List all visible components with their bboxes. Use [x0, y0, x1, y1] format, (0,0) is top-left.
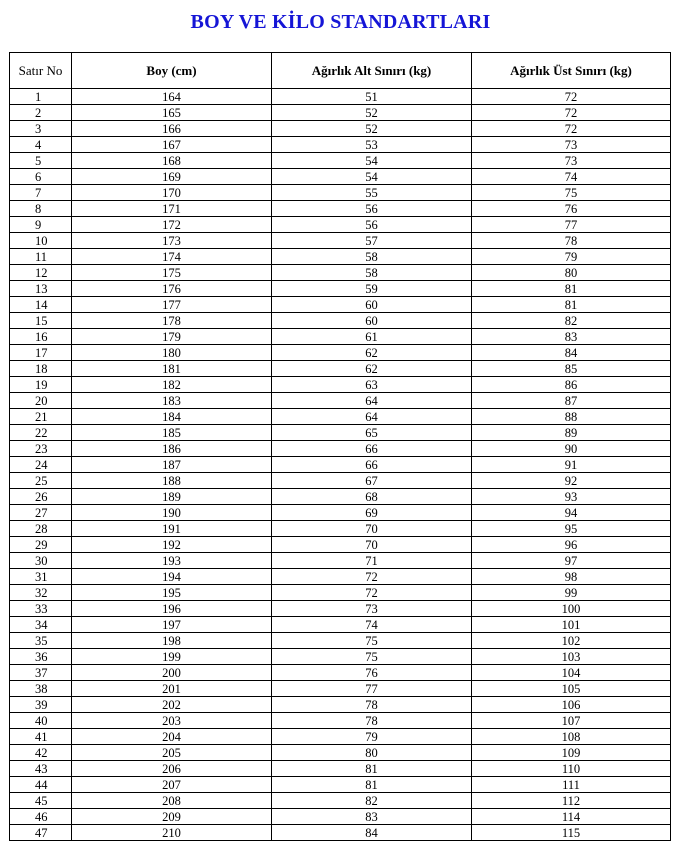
row-no-cell: 6 — [10, 169, 72, 185]
height-cell: 190 — [72, 505, 272, 521]
table-row — [10, 329, 671, 345]
table-row — [10, 377, 671, 393]
weight-min-cell: 74 — [272, 617, 472, 633]
weight-max-cell: 89 — [472, 425, 671, 441]
row-no-cell: 10 — [10, 233, 72, 249]
weight-max-cell: 98 — [472, 569, 671, 585]
weight-max-cell: 112 — [472, 793, 671, 809]
table-row — [10, 313, 671, 329]
weight-min-cell: 79 — [272, 729, 472, 745]
weight-max-cell: 75 — [472, 185, 671, 201]
page-title: BOY VE KİLO STANDARTLARI — [190, 11, 491, 33]
row-no-cell: 44 — [10, 777, 72, 793]
height-cell: 185 — [72, 425, 272, 441]
weight-max-cell: 92 — [472, 473, 671, 489]
weight-max-cell: 85 — [472, 361, 671, 377]
height-cell: 209 — [72, 809, 272, 825]
row-no-cell: 8 — [10, 201, 72, 217]
weight-max-cell: 115 — [472, 825, 671, 841]
row-no-cell: 43 — [10, 761, 72, 777]
height-cell: 194 — [72, 569, 272, 585]
weight-min-cell: 52 — [272, 121, 472, 137]
row-no-cell: 27 — [10, 505, 72, 521]
weight-min-cell: 75 — [272, 633, 472, 649]
table-row — [10, 745, 671, 761]
table-row — [10, 265, 671, 281]
row-no-cell: 24 — [10, 457, 72, 473]
height-cell: 165 — [72, 105, 272, 121]
height-cell: 207 — [72, 777, 272, 793]
height-cell: 167 — [72, 137, 272, 153]
weight-min-cell: 58 — [272, 249, 472, 265]
height-cell: 210 — [72, 825, 272, 841]
table-row — [10, 169, 671, 185]
table-row — [10, 201, 671, 217]
height-cell: 176 — [72, 281, 272, 297]
weight-max-cell: 100 — [472, 601, 671, 617]
table-body — [10, 89, 671, 841]
table-row — [10, 681, 671, 697]
height-cell: 170 — [72, 185, 272, 201]
height-cell: 196 — [72, 601, 272, 617]
row-no-cell: 12 — [10, 265, 72, 281]
weight-min-cell: 54 — [272, 169, 472, 185]
weight-min-cell: 62 — [272, 345, 472, 361]
table-row — [10, 473, 671, 489]
table-row — [10, 153, 671, 169]
weight-min-cell: 75 — [272, 649, 472, 665]
weight-max-cell: 103 — [472, 649, 671, 665]
weight-max-cell: 74 — [472, 169, 671, 185]
table-row — [10, 281, 671, 297]
weight-max-cell: 81 — [472, 297, 671, 313]
weight-min-cell: 68 — [272, 489, 472, 505]
row-no-cell: 21 — [10, 409, 72, 425]
weight-min-cell: 64 — [272, 393, 472, 409]
weight-min-cell: 81 — [272, 777, 472, 793]
weight-max-cell: 101 — [472, 617, 671, 633]
weight-min-cell: 66 — [272, 457, 472, 473]
row-no-cell: 33 — [10, 601, 72, 617]
weight-max-cell: 73 — [472, 137, 671, 153]
row-no-cell: 46 — [10, 809, 72, 825]
height-cell: 206 — [72, 761, 272, 777]
height-cell: 203 — [72, 713, 272, 729]
table-row — [10, 537, 671, 553]
row-no-cell: 20 — [10, 393, 72, 409]
height-cell: 205 — [72, 745, 272, 761]
row-no-cell: 19 — [10, 377, 72, 393]
table-row — [10, 521, 671, 537]
row-no-cell: 22 — [10, 425, 72, 441]
weight-min-cell: 55 — [272, 185, 472, 201]
height-cell: 187 — [72, 457, 272, 473]
weight-max-cell: 106 — [472, 697, 671, 713]
row-no-cell: 5 — [10, 153, 72, 169]
height-cell: 178 — [72, 313, 272, 329]
height-cell: 198 — [72, 633, 272, 649]
height-cell: 182 — [72, 377, 272, 393]
height-cell: 175 — [72, 265, 272, 281]
height-cell: 186 — [72, 441, 272, 457]
row-no-cell: 45 — [10, 793, 72, 809]
table-row — [10, 633, 671, 649]
table-row — [10, 233, 671, 249]
weight-max-cell: 82 — [472, 313, 671, 329]
weight-min-cell: 64 — [272, 409, 472, 425]
row-no-cell: 28 — [10, 521, 72, 537]
row-no-cell: 35 — [10, 633, 72, 649]
height-cell: 199 — [72, 649, 272, 665]
height-cell: 191 — [72, 521, 272, 537]
weight-max-cell: 93 — [472, 489, 671, 505]
table-row — [10, 457, 671, 473]
weight-min-cell: 76 — [272, 665, 472, 681]
weight-max-cell: 79 — [472, 249, 671, 265]
table-row — [10, 777, 671, 793]
weight-max-cell: 91 — [472, 457, 671, 473]
row-no-cell: 23 — [10, 441, 72, 457]
weight-min-cell: 83 — [272, 809, 472, 825]
height-cell: 172 — [72, 217, 272, 233]
row-no-cell: 9 — [10, 217, 72, 233]
weight-max-cell: 111 — [472, 777, 671, 793]
height-cell: 188 — [72, 473, 272, 489]
weight-max-cell: 104 — [472, 665, 671, 681]
height-cell: 171 — [72, 201, 272, 217]
weight-max-cell: 84 — [472, 345, 671, 361]
height-cell: 200 — [72, 665, 272, 681]
weight-max-cell: 87 — [472, 393, 671, 409]
weight-max-cell: 77 — [472, 217, 671, 233]
table-row — [10, 393, 671, 409]
weight-min-cell: 72 — [272, 569, 472, 585]
row-no-cell: 30 — [10, 553, 72, 569]
weight-min-cell: 56 — [272, 217, 472, 233]
row-no-cell: 25 — [10, 473, 72, 489]
table-row — [10, 809, 671, 825]
weight-min-cell: 70 — [272, 521, 472, 537]
table-row — [10, 649, 671, 665]
weight-max-cell: 97 — [472, 553, 671, 569]
weight-max-cell: 114 — [472, 809, 671, 825]
table-row — [10, 553, 671, 569]
row-no-cell: 32 — [10, 585, 72, 601]
weight-max-cell: 72 — [472, 121, 671, 137]
weight-min-cell: 53 — [272, 137, 472, 153]
height-cell: 193 — [72, 553, 272, 569]
row-no-cell: 38 — [10, 681, 72, 697]
header-weight-max: Ağırlık Üst Sınırı (kg) — [472, 53, 671, 89]
height-weight-table — [9, 52, 671, 841]
table-row — [10, 713, 671, 729]
table-row — [10, 89, 671, 105]
table-row — [10, 697, 671, 713]
weight-min-cell: 56 — [272, 201, 472, 217]
weight-min-cell: 71 — [272, 553, 472, 569]
table-row — [10, 137, 671, 153]
height-cell: 169 — [72, 169, 272, 185]
height-cell: 204 — [72, 729, 272, 745]
row-no-cell: 4 — [10, 137, 72, 153]
weight-min-cell: 59 — [272, 281, 472, 297]
table-row — [10, 425, 671, 441]
weight-min-cell: 62 — [272, 361, 472, 377]
weight-max-cell: 94 — [472, 505, 671, 521]
weight-min-cell: 54 — [272, 153, 472, 169]
weight-min-cell: 70 — [272, 537, 472, 553]
weight-min-cell: 81 — [272, 761, 472, 777]
row-no-cell: 17 — [10, 345, 72, 361]
row-no-cell: 34 — [10, 617, 72, 633]
height-cell: 208 — [72, 793, 272, 809]
table-row — [10, 729, 671, 745]
weight-min-cell: 52 — [272, 105, 472, 121]
row-no-cell: 41 — [10, 729, 72, 745]
row-no-cell: 26 — [10, 489, 72, 505]
weight-min-cell: 77 — [272, 681, 472, 697]
weight-max-cell: 90 — [472, 441, 671, 457]
table-row — [10, 489, 671, 505]
header-row-no: Satır No — [10, 53, 72, 89]
weight-min-cell: 73 — [272, 601, 472, 617]
weight-max-cell: 78 — [472, 233, 671, 249]
row-no-cell: 31 — [10, 569, 72, 585]
height-cell: 168 — [72, 153, 272, 169]
weight-max-cell: 109 — [472, 745, 671, 761]
height-cell: 195 — [72, 585, 272, 601]
weight-max-cell: 80 — [472, 265, 671, 281]
height-cell: 202 — [72, 697, 272, 713]
height-cell: 192 — [72, 537, 272, 553]
row-no-cell: 29 — [10, 537, 72, 553]
weight-max-cell: 86 — [472, 377, 671, 393]
weight-max-cell: 108 — [472, 729, 671, 745]
weight-max-cell: 72 — [472, 89, 671, 105]
weight-max-cell: 107 — [472, 713, 671, 729]
row-no-cell: 15 — [10, 313, 72, 329]
row-no-cell: 47 — [10, 825, 72, 841]
row-no-cell: 39 — [10, 697, 72, 713]
weight-min-cell: 78 — [272, 697, 472, 713]
height-cell: 174 — [72, 249, 272, 265]
header-weight-min: Ağırlık Alt Sınırı (kg) — [272, 53, 472, 89]
table-row — [10, 793, 671, 809]
weight-min-cell: 61 — [272, 329, 472, 345]
weight-max-cell: 105 — [472, 681, 671, 697]
table-row — [10, 825, 671, 841]
weight-min-cell: 67 — [272, 473, 472, 489]
height-cell: 183 — [72, 393, 272, 409]
table-row — [10, 121, 671, 137]
height-cell: 179 — [72, 329, 272, 345]
weight-min-cell: 57 — [272, 233, 472, 249]
height-cell: 189 — [72, 489, 272, 505]
row-no-cell: 14 — [10, 297, 72, 313]
table-row — [10, 409, 671, 425]
weight-min-cell: 69 — [272, 505, 472, 521]
weight-min-cell: 66 — [272, 441, 472, 457]
weight-min-cell: 78 — [272, 713, 472, 729]
table-row — [10, 361, 671, 377]
row-no-cell: 3 — [10, 121, 72, 137]
weight-max-cell: 81 — [472, 281, 671, 297]
row-no-cell: 13 — [10, 281, 72, 297]
weight-min-cell: 84 — [272, 825, 472, 841]
row-no-cell: 7 — [10, 185, 72, 201]
table-header-row — [10, 53, 671, 89]
weight-min-cell: 58 — [272, 265, 472, 281]
weight-min-cell: 82 — [272, 793, 472, 809]
weight-max-cell: 99 — [472, 585, 671, 601]
height-cell: 184 — [72, 409, 272, 425]
weight-min-cell: 51 — [272, 89, 472, 105]
weight-max-cell: 83 — [472, 329, 671, 345]
weight-max-cell: 72 — [472, 105, 671, 121]
table-row — [10, 105, 671, 121]
weight-min-cell: 65 — [272, 425, 472, 441]
row-no-cell: 37 — [10, 665, 72, 681]
height-cell: 197 — [72, 617, 272, 633]
table-row — [10, 617, 671, 633]
weight-min-cell: 72 — [272, 585, 472, 601]
height-cell: 177 — [72, 297, 272, 313]
weight-min-cell: 63 — [272, 377, 472, 393]
height-cell: 164 — [72, 89, 272, 105]
row-no-cell: 2 — [10, 105, 72, 121]
height-cell: 180 — [72, 345, 272, 361]
weight-max-cell: 110 — [472, 761, 671, 777]
row-no-cell: 11 — [10, 249, 72, 265]
height-cell: 201 — [72, 681, 272, 697]
table-row — [10, 297, 671, 313]
table-row — [10, 761, 671, 777]
weight-max-cell: 73 — [472, 153, 671, 169]
row-no-cell: 36 — [10, 649, 72, 665]
weight-max-cell: 102 — [472, 633, 671, 649]
table-row — [10, 585, 671, 601]
table-row — [10, 441, 671, 457]
height-cell: 166 — [72, 121, 272, 137]
table-row — [10, 569, 671, 585]
table-row — [10, 601, 671, 617]
table-row — [10, 665, 671, 681]
row-no-cell: 1 — [10, 89, 72, 105]
weight-max-cell: 96 — [472, 537, 671, 553]
table-row — [10, 217, 671, 233]
row-no-cell: 40 — [10, 713, 72, 729]
weight-max-cell: 95 — [472, 521, 671, 537]
weight-min-cell: 80 — [272, 745, 472, 761]
table-row — [10, 185, 671, 201]
row-no-cell: 16 — [10, 329, 72, 345]
weight-min-cell: 60 — [272, 313, 472, 329]
height-cell: 181 — [72, 361, 272, 377]
weight-max-cell: 88 — [472, 409, 671, 425]
row-no-cell: 18 — [10, 361, 72, 377]
table-row — [10, 345, 671, 361]
header-height: Boy (cm) — [72, 53, 272, 89]
table-row — [10, 249, 671, 265]
weight-max-cell: 76 — [472, 201, 671, 217]
height-cell: 173 — [72, 233, 272, 249]
row-no-cell: 42 — [10, 745, 72, 761]
weight-min-cell: 60 — [272, 297, 472, 313]
table-row — [10, 505, 671, 521]
